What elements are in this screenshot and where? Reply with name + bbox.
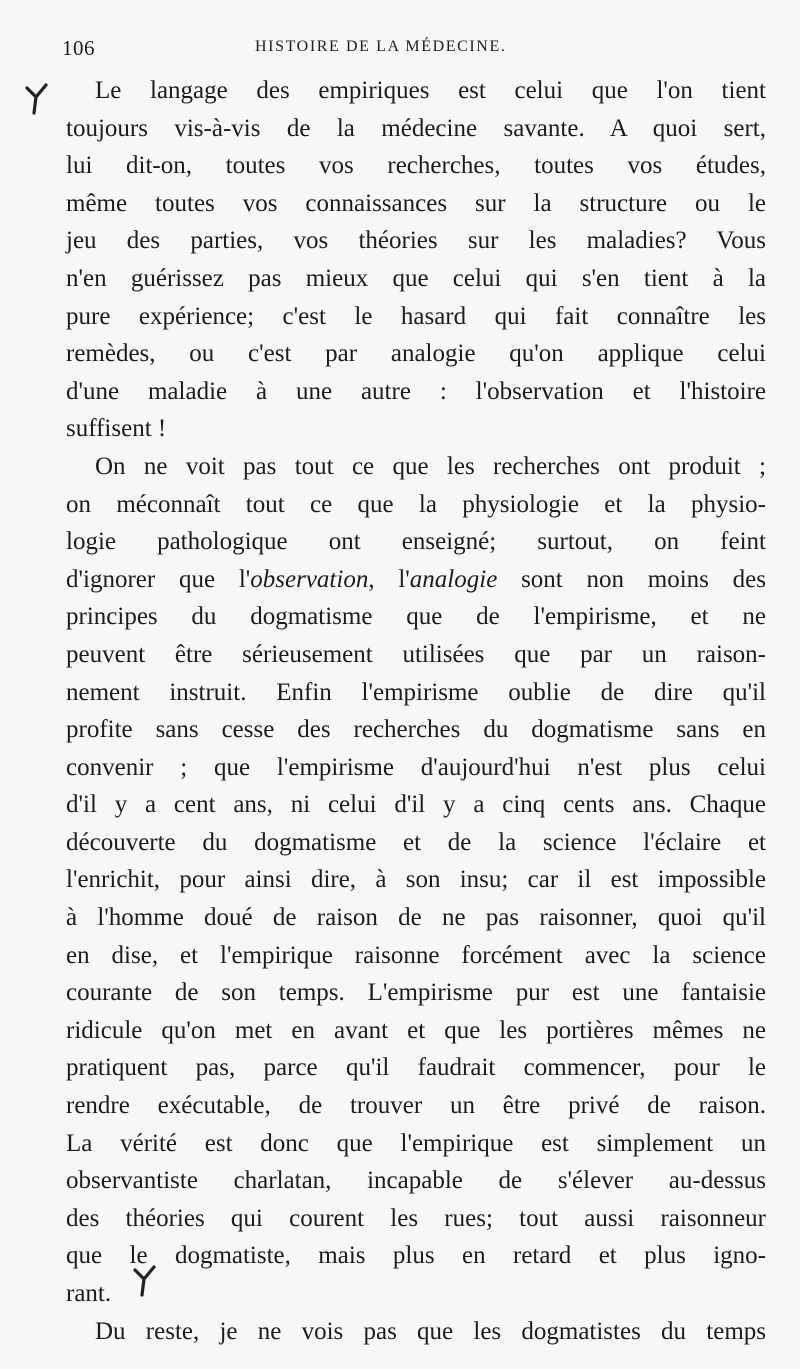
- text-line: remèdes, ou c'est par analogie qu'on applique celui: [66, 340, 766, 368]
- text-line: l'enrichit, pour ainsi dire, à son insu; car il est impossible: [66, 866, 766, 894]
- text-line: des théories qui courent les rues; tout aussi raisonneur: [66, 1204, 766, 1232]
- text-line: toujours vis-à-vis de la médecine savante. A quoi sert,: [66, 114, 766, 142]
- handwritten-check-mark-icon: [132, 1264, 158, 1298]
- text-line: La vérité est donc que l'empirique est simplement un: [66, 1129, 766, 1157]
- italic-term-observation: observation: [250, 565, 369, 593]
- text-line: observantiste charlatan, incapable de s'élever au-dessus: [66, 1167, 766, 1195]
- text-line: Du reste, je ne vois pas que les dogmatistes du temps: [95, 1317, 766, 1345]
- text-line: pure expérience; c'est le hasard qui fait connaître les: [66, 302, 766, 330]
- text-line: lui dit-on, toutes vos recherches, toutes vos études,: [66, 152, 766, 180]
- text-line: courante de son temps. L'empirisme pur est une fantaisie: [66, 979, 766, 1007]
- text-line: découverte du dogmatisme et de la science l'éclaire et: [66, 828, 766, 856]
- text-line: [66, 561, 766, 599]
- text-line: principes du dogmatisme que de l'empirisme, et ne: [66, 603, 766, 631]
- text-line: ridicule qu'on met en avant et que les portières mêmes ne: [66, 1016, 766, 1044]
- text-line: que le dogmatiste, mais plus en retard et plus igno-: [66, 1242, 766, 1270]
- text-fragment: d'ignorer que l': [66, 565, 251, 593]
- text-line: d'une maladie à une autre : l'observation et l'histoire: [66, 377, 766, 405]
- text-line: convenir ; que l'empirisme d'aujourd'hui n'est plus celui: [66, 753, 766, 781]
- handwritten-check-mark-icon: [24, 82, 50, 116]
- text-line: pratiquent pas, parce qu'il faudrait commencer, pour le: [66, 1054, 766, 1082]
- text-line: profite sans cesse des recherches du dogmatisme sans en: [66, 716, 766, 744]
- text-fragment: sont non moins des: [497, 565, 766, 593]
- text-line: logie pathologique ont enseigné; surtout, on feint: [66, 528, 766, 556]
- page-number: 106: [62, 36, 95, 60]
- italic-term-analogie: analogie: [409, 565, 498, 593]
- text-line: Le langage des empiriques est celui que l'on tient: [95, 77, 766, 104]
- text-line: on méconnaît tout ce que la physiologie et la physio-: [66, 490, 766, 518]
- text-line: nement instruit. Enfin l'empirisme oublie de dire qu'il: [66, 678, 766, 706]
- running-title: HISTOIRE DE LA MÉDECINE.: [255, 38, 507, 55]
- text-line: suffisent !: [66, 415, 167, 443]
- text-line: On ne voit pas tout ce que les recherches ont produit ;: [95, 452, 766, 480]
- page-header: [62, 34, 762, 64]
- text-line: même toutes vos connaissances sur la structure ou le: [66, 189, 766, 217]
- body-text: [66, 72, 766, 1350]
- text-fragment: , l': [368, 565, 410, 593]
- text-line: rant.: [66, 1280, 112, 1307]
- text-line: d'il y a cent ans, ni celui d'il y a cinq cents ans. Chaque: [66, 791, 766, 819]
- text-line: jeu des parties, vos théories sur les maladies? Vous: [66, 227, 766, 255]
- text-line: rendre exécutable, de trouver un être privé de raison.: [66, 1092, 766, 1120]
- text-line: à l'homme doué de raison de ne pas raisonner, quoi qu'il: [66, 904, 766, 932]
- text-line: n'en guérissez pas mieux que celui qui s'en tient à la: [66, 264, 766, 292]
- text-line: peuvent être sérieusement utilisées que par un raison-: [66, 640, 766, 668]
- text-line: en dise, et l'empirique raisonne forcément avec la science: [66, 941, 766, 969]
